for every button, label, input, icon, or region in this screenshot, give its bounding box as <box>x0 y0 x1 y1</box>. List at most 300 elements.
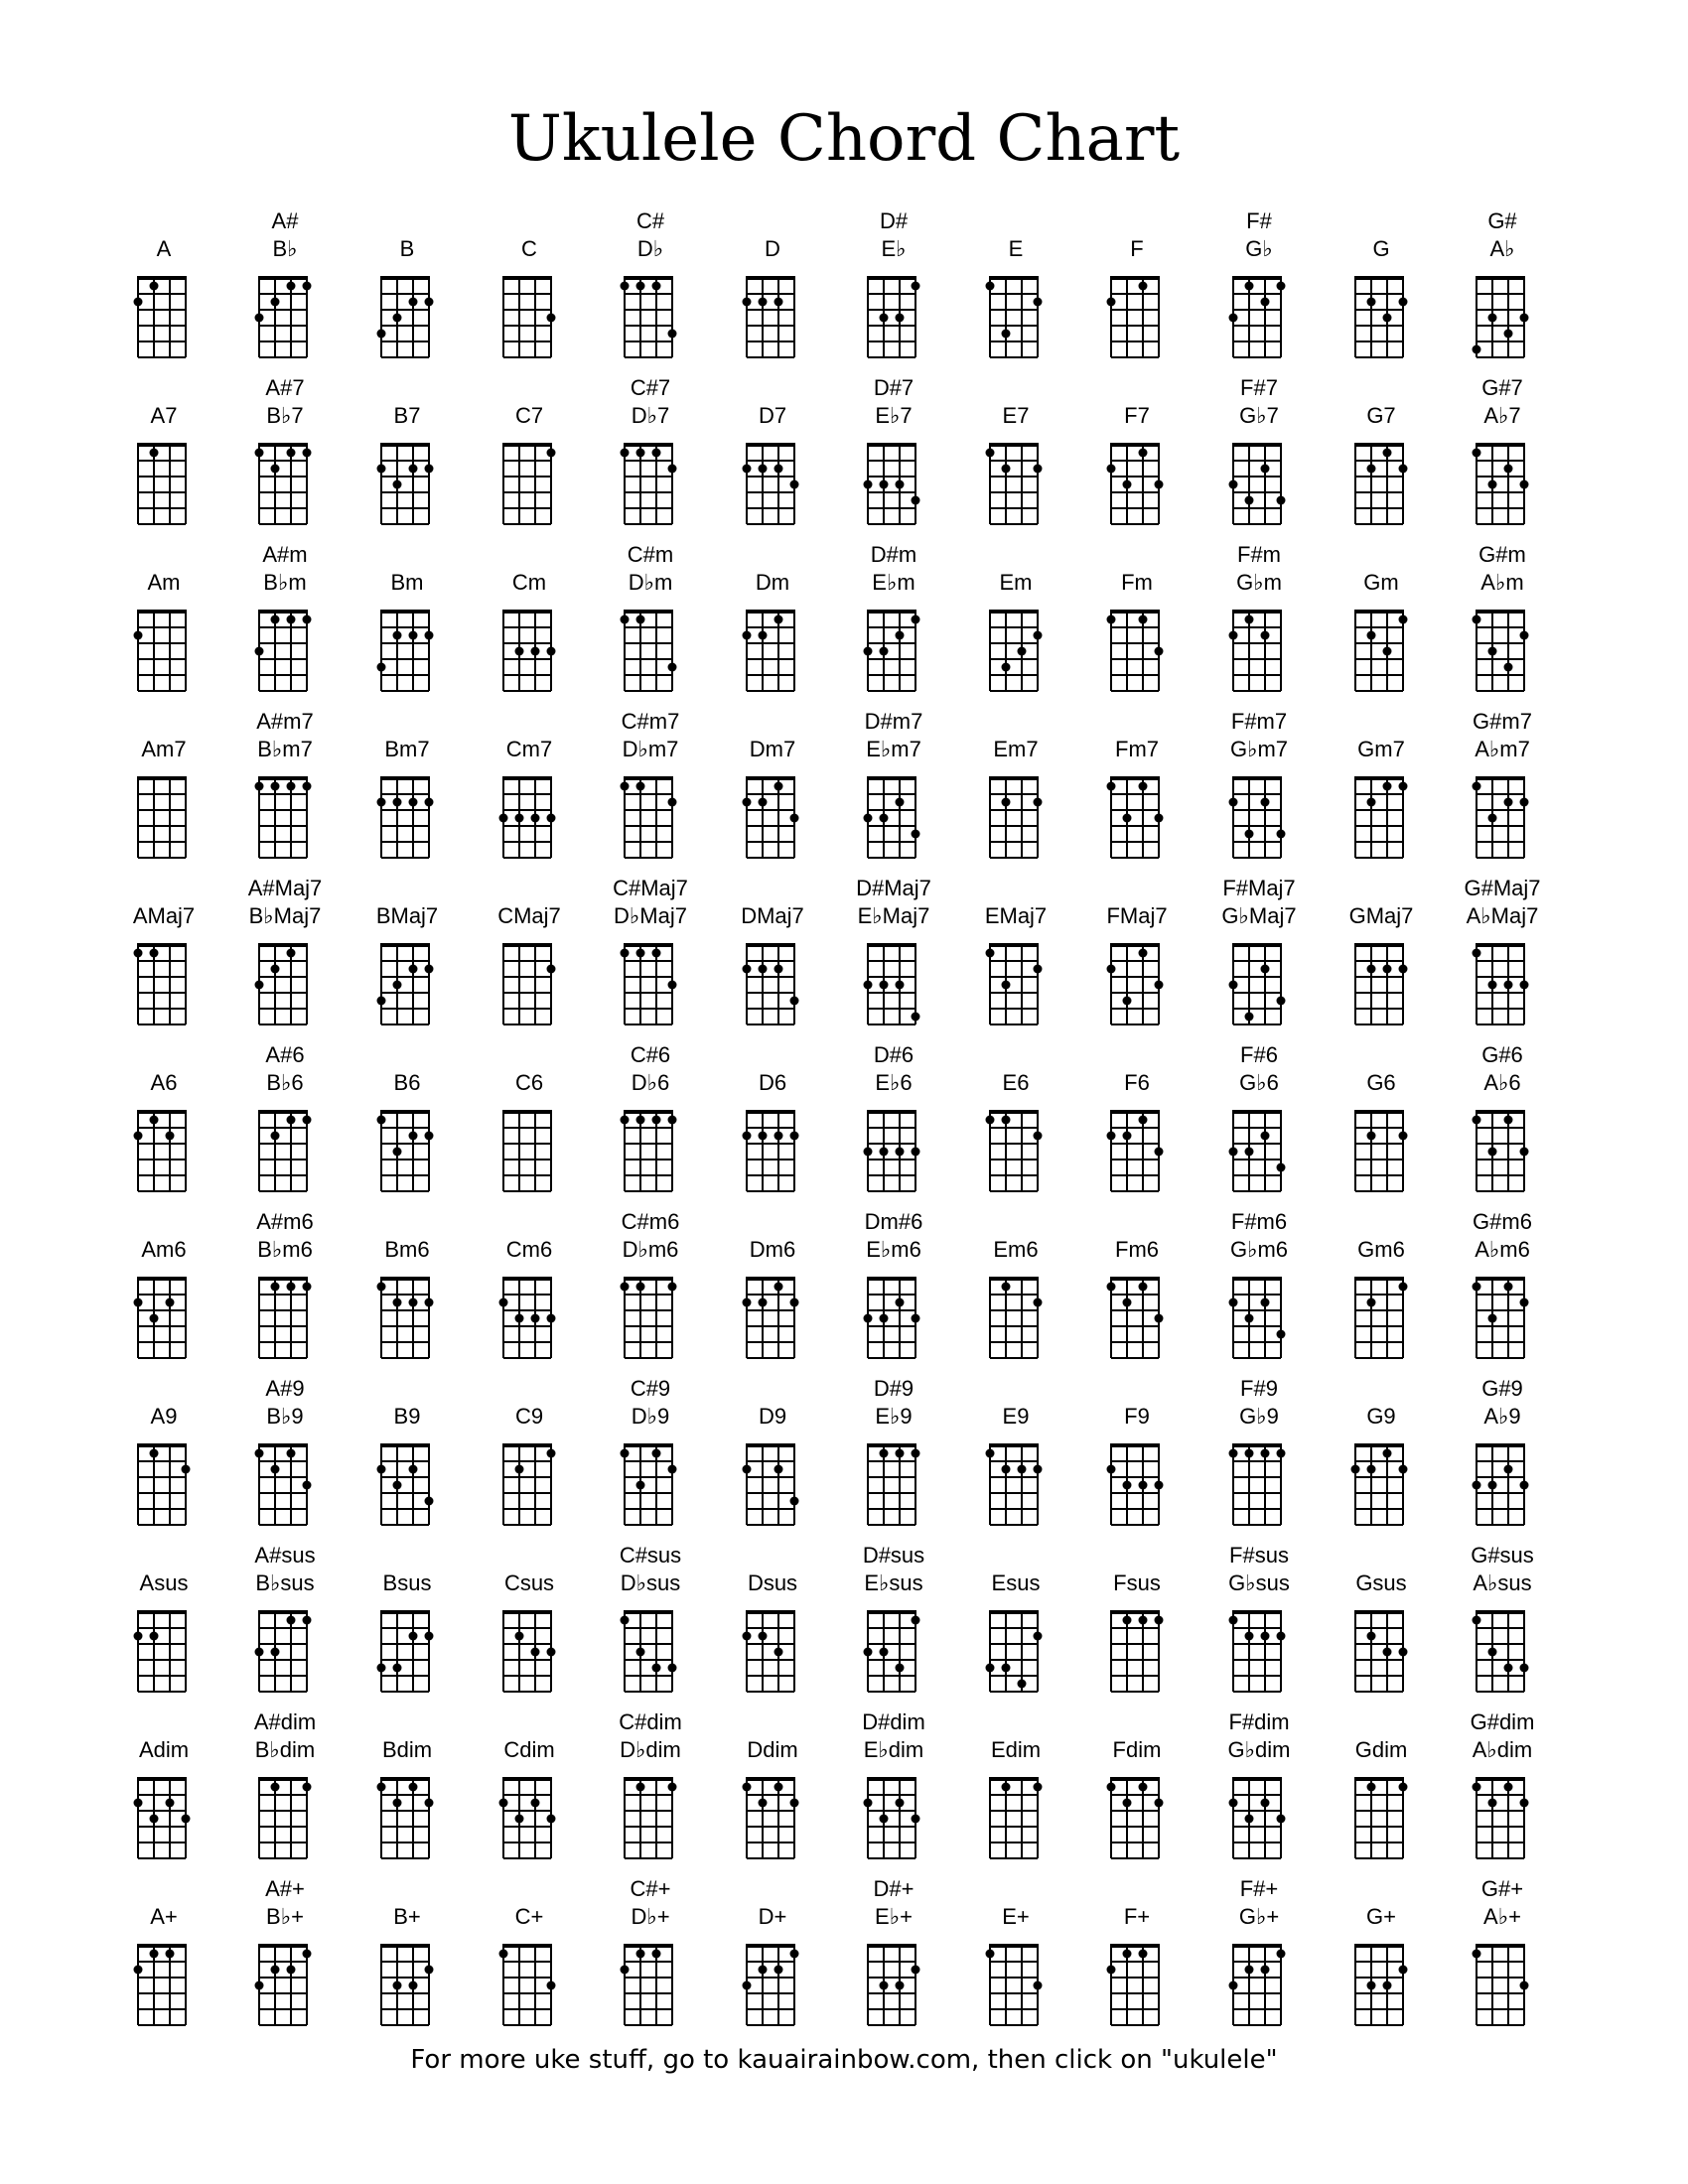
finger-dot <box>743 298 752 307</box>
chord-cell <box>713 876 832 1034</box>
finger-dot <box>150 449 159 458</box>
chord-cell <box>1077 1209 1196 1368</box>
chord-diagram <box>619 608 682 695</box>
chord-cell <box>713 1042 832 1201</box>
finger-dot <box>1245 1314 1254 1323</box>
finger-dot <box>790 1950 799 1959</box>
finger-dot <box>377 1116 386 1125</box>
finger-dot <box>134 1799 143 1808</box>
nut <box>1110 1944 1160 1948</box>
finger-dot <box>1107 1132 1116 1141</box>
nut <box>624 1110 673 1114</box>
finger-dot <box>621 782 630 791</box>
finger-dot <box>409 465 418 474</box>
finger-dot <box>287 615 296 624</box>
finger-dot <box>150 282 159 291</box>
chord-diagram <box>619 1775 682 1862</box>
finger-dot <box>1488 981 1497 990</box>
chord-cell <box>713 1209 832 1368</box>
finger-dot <box>652 949 661 958</box>
chord-name-alt: G#m <box>1478 542 1526 567</box>
chord-diagram <box>1105 941 1169 1028</box>
finger-dot <box>774 1465 783 1474</box>
finger-dot <box>1383 1648 1392 1657</box>
finger-dot <box>1034 298 1043 307</box>
finger-dot <box>287 1449 296 1458</box>
chord-name-alt: Dm#6 <box>864 1209 923 1234</box>
nut <box>867 1777 916 1781</box>
chord-name: Bm7 <box>384 737 430 761</box>
nut <box>867 1277 916 1281</box>
chord-name-alt: C#dim <box>619 1709 682 1734</box>
finger-dot <box>621 949 630 958</box>
chord-cell <box>591 1209 710 1368</box>
chord-name: B♭+ <box>266 1904 304 1929</box>
nut <box>258 276 308 280</box>
chord-diagram <box>497 274 561 361</box>
finger-dot <box>759 798 768 807</box>
chord-cell <box>1322 1876 1441 2035</box>
finger-dot <box>1155 1314 1164 1323</box>
chord-name: E♭dim <box>863 1737 924 1762</box>
chord-cell <box>470 542 589 701</box>
chord-name: B♭9 <box>266 1404 304 1429</box>
chord-name-alt: F#9 <box>1240 1376 1278 1401</box>
finger-dot <box>515 1632 524 1641</box>
chord-diagram <box>619 1275 682 1362</box>
chord-name: G♭7 <box>1239 403 1279 428</box>
finger-dot <box>1261 298 1270 307</box>
finger-dot <box>774 298 783 307</box>
chord-diagram <box>1349 1441 1413 1529</box>
finger-dot <box>134 631 143 640</box>
nut <box>502 1610 552 1614</box>
chord-name-alt: F#sus <box>1229 1543 1289 1568</box>
nut <box>258 1277 308 1281</box>
finger-dot <box>880 480 889 489</box>
chord-name: Dsus <box>747 1570 798 1595</box>
chord-name-alt: A#m7 <box>256 709 314 734</box>
chord-name: Em6 <box>993 1237 1039 1262</box>
chord-name: G7 <box>1366 403 1396 428</box>
nut <box>258 776 308 780</box>
finger-dot <box>621 449 630 458</box>
finger-dot <box>1018 1680 1027 1689</box>
finger-dot <box>1245 1148 1254 1157</box>
finger-dot <box>759 1799 768 1808</box>
chord-name: A9 <box>150 1404 178 1429</box>
finger-dot <box>271 615 280 624</box>
nut <box>1354 610 1404 614</box>
finger-dot <box>1383 1449 1392 1458</box>
chord-name-alt: D#Maj7 <box>856 876 931 900</box>
finger-dot <box>743 1465 752 1474</box>
finger-dot <box>409 1465 418 1474</box>
nut <box>137 1443 187 1447</box>
finger-dot <box>621 1116 630 1125</box>
nut <box>1354 276 1404 280</box>
finger-dot <box>1383 449 1392 458</box>
finger-dot <box>864 1148 873 1157</box>
chord-name: E♭sus <box>864 1570 923 1595</box>
finger-dot <box>1245 1632 1254 1641</box>
finger-dot <box>912 1616 920 1625</box>
chord-diagram <box>1471 1942 1534 2029</box>
finger-dot <box>1520 1664 1529 1673</box>
finger-dot <box>1367 1981 1376 1990</box>
finger-dot <box>880 647 889 656</box>
finger-dot <box>1488 480 1497 489</box>
chord-diagram <box>984 1608 1048 1696</box>
chord-diagram <box>1471 1441 1534 1529</box>
finger-dot <box>986 1116 995 1125</box>
chord-name: A7 <box>150 403 178 428</box>
finger-dot <box>1473 345 1481 354</box>
chord-cell <box>713 542 832 701</box>
finger-dot <box>1504 663 1513 672</box>
chord-diagram <box>741 274 804 361</box>
chord-name: D♭dim <box>620 1737 681 1762</box>
chord-cell <box>1077 1876 1196 2035</box>
finger-dot <box>1520 480 1529 489</box>
finger-dot <box>515 1465 524 1474</box>
finger-dot <box>1504 1664 1513 1673</box>
chord-name: A♭m <box>1480 570 1524 595</box>
chord-name: Bsus <box>382 1570 432 1595</box>
chord-name-alt: G#Maj7 <box>1464 876 1541 900</box>
finger-dot <box>1383 965 1392 974</box>
chord-cell <box>104 1209 223 1368</box>
nut <box>1476 1777 1525 1781</box>
chord-cell <box>225 1209 345 1368</box>
finger-dot <box>1229 631 1238 640</box>
chord-name: D9 <box>758 1404 787 1429</box>
nut <box>989 1944 1039 1948</box>
finger-dot <box>774 965 783 974</box>
finger-dot <box>896 1664 905 1673</box>
chord-name: D♭7 <box>631 403 670 428</box>
finger-dot <box>393 631 402 640</box>
chord-name-alt: A#6 <box>265 1042 305 1067</box>
nut <box>989 1777 1039 1781</box>
nut <box>624 1777 673 1781</box>
finger-dot <box>1002 798 1011 807</box>
chord-name: D♭Maj7 <box>614 903 687 928</box>
finger-dot <box>896 314 905 323</box>
nut <box>502 1277 552 1281</box>
finger-dot <box>515 814 524 823</box>
chord-diagram <box>132 1108 196 1195</box>
chord-diagram <box>253 1775 317 1862</box>
finger-dot <box>1473 615 1481 624</box>
chord-cell <box>1199 542 1319 701</box>
chord-name: E+ <box>1002 1904 1030 1929</box>
chord-name: Gm <box>1363 570 1399 595</box>
chord-name: G6 <box>1366 1070 1396 1095</box>
chord-name: Edim <box>990 1737 1042 1762</box>
nut <box>137 610 187 614</box>
finger-dot <box>409 1298 418 1307</box>
finger-dot <box>1261 1449 1270 1458</box>
finger-dot <box>1245 496 1254 505</box>
chord-name: F6 <box>1124 1070 1150 1095</box>
chord-diagram <box>619 441 682 528</box>
nut <box>1476 776 1525 780</box>
finger-dot <box>287 1116 296 1125</box>
chord-cell <box>1322 876 1441 1034</box>
finger-dot <box>743 1783 752 1792</box>
chord-cell <box>104 709 223 868</box>
finger-dot <box>1277 997 1286 1006</box>
finger-dot <box>1399 1132 1408 1141</box>
chord-cell <box>225 1876 345 2035</box>
finger-dot <box>652 449 661 458</box>
chord-diagram <box>619 274 682 361</box>
finger-dot <box>134 1966 143 1975</box>
nut <box>258 943 308 947</box>
chord-name: Gdim <box>1354 1737 1408 1762</box>
finger-dot <box>303 782 312 791</box>
chord-cell <box>470 876 589 1034</box>
chord-cell <box>834 542 953 701</box>
chord-diagram <box>132 608 196 695</box>
finger-dot <box>1229 1981 1238 1990</box>
finger-dot <box>912 830 920 839</box>
finger-dot <box>425 1799 434 1808</box>
finger-dot <box>1399 1465 1408 1474</box>
chord-name: D <box>765 236 780 261</box>
chord-diagram <box>253 1108 317 1195</box>
chord-diagram <box>1227 274 1291 361</box>
finger-dot <box>1245 830 1254 839</box>
chord-diagram <box>1471 1275 1534 1362</box>
finger-dot <box>880 1981 889 1990</box>
chord-diagram <box>1227 1108 1291 1195</box>
chord-name: B7 <box>393 403 421 428</box>
nut <box>1232 776 1282 780</box>
chord-name-alt: A#Maj7 <box>247 876 323 900</box>
chord-cell <box>713 375 832 534</box>
chord-diagram <box>741 774 804 862</box>
nut <box>137 443 187 447</box>
nut <box>1110 776 1160 780</box>
finger-dot <box>1018 1465 1027 1474</box>
finger-dot <box>393 1799 402 1808</box>
chord-cell <box>1322 1543 1441 1702</box>
finger-dot <box>774 465 783 474</box>
chord-name: Fm6 <box>1115 1237 1159 1262</box>
chord-diagram <box>619 1942 682 2029</box>
chord-cell <box>591 1376 710 1535</box>
chord-cell <box>1077 375 1196 534</box>
finger-dot <box>1367 798 1376 807</box>
chord-name: Cm7 <box>505 737 553 761</box>
chord-cell <box>1077 1042 1196 1201</box>
chord-name: Gm6 <box>1357 1237 1405 1262</box>
finger-dot <box>1504 981 1513 990</box>
chord-diagram <box>619 941 682 1028</box>
chord-cell <box>834 1543 953 1702</box>
chord-cell <box>470 1376 589 1535</box>
finger-dot <box>896 480 905 489</box>
chord-name: B♭m6 <box>257 1237 313 1262</box>
finger-dot <box>499 1799 508 1808</box>
chord-diagram <box>1105 1608 1169 1696</box>
chord-cell <box>1443 1876 1562 2035</box>
finger-dot <box>287 949 296 958</box>
finger-dot <box>1277 1330 1286 1339</box>
finger-dot <box>150 1815 159 1824</box>
finger-dot <box>409 1132 418 1141</box>
chord-name-alt: F#dim <box>1228 1709 1290 1734</box>
nut <box>1110 943 1160 947</box>
finger-dot <box>1504 465 1513 474</box>
nut <box>502 943 552 947</box>
finger-dot <box>1367 1132 1376 1141</box>
chord-cell <box>956 375 1075 534</box>
finger-dot <box>1504 1283 1513 1292</box>
finger-dot <box>1520 981 1529 990</box>
chord-cell <box>348 1876 467 2035</box>
finger-dot <box>1139 1783 1148 1792</box>
finger-dot <box>166 1799 175 1808</box>
finger-dot <box>759 1966 768 1975</box>
nut <box>1476 610 1525 614</box>
chord-name: A♭+ <box>1483 1904 1521 1929</box>
finger-dot <box>1277 1815 1286 1824</box>
chord-name-alt: D# <box>879 208 909 233</box>
nut <box>1110 443 1160 447</box>
chord-diagram <box>1349 608 1413 695</box>
finger-dot <box>1261 798 1270 807</box>
chord-name-alt: A#sus <box>254 1543 316 1568</box>
chord-diagram <box>619 1441 682 1529</box>
finger-dot <box>150 1449 159 1458</box>
finger-dot <box>531 1648 540 1657</box>
finger-dot <box>668 663 677 672</box>
finger-dot <box>303 1116 312 1125</box>
chord-diagram <box>1349 1608 1413 1696</box>
chord-name: B♭Maj7 <box>248 903 322 928</box>
nut <box>989 1610 1039 1614</box>
chord-name-alt: A#m <box>262 542 308 567</box>
chord-cell <box>1077 1376 1196 1535</box>
chord-name: G♭6 <box>1239 1070 1279 1095</box>
finger-dot <box>1034 1465 1043 1474</box>
nut <box>1110 610 1160 614</box>
finger-dot <box>1155 480 1164 489</box>
finger-dot <box>912 1013 920 1022</box>
chord-name: G♭Maj7 <box>1221 903 1297 928</box>
chord-diagram <box>132 941 196 1028</box>
chord-name-alt: A#+ <box>265 1876 305 1901</box>
finger-dot <box>150 1314 159 1323</box>
chord-diagram <box>741 608 804 695</box>
chord-cell <box>348 1376 467 1535</box>
chord-diagram <box>497 1108 561 1195</box>
chord-diagram <box>741 1775 804 1862</box>
finger-dot <box>896 1981 905 1990</box>
chord-diagram <box>375 1441 439 1529</box>
chord-cell <box>713 709 832 868</box>
finger-dot <box>1123 997 1132 1006</box>
chord-name-alt: D#9 <box>873 1376 914 1401</box>
chord-diagram <box>253 1942 317 2029</box>
chord-diagram <box>1227 441 1291 528</box>
finger-dot <box>1229 981 1238 990</box>
finger-dot <box>425 1298 434 1307</box>
chord-cell <box>956 876 1075 1034</box>
finger-dot <box>1473 1481 1481 1490</box>
chord-cell <box>834 1042 953 1201</box>
finger-dot <box>255 981 264 990</box>
nut <box>380 610 430 614</box>
chord-cell <box>470 1709 589 1868</box>
chord-cell <box>1199 375 1319 534</box>
finger-dot <box>1367 965 1376 974</box>
chord-name: G♭sus <box>1228 1570 1290 1595</box>
chord-cell <box>1077 1543 1196 1702</box>
chord-cell <box>1077 208 1196 367</box>
finger-dot <box>986 449 995 458</box>
finger-dot <box>1261 965 1270 974</box>
finger-dot <box>499 814 508 823</box>
nut <box>380 776 430 780</box>
chord-diagram <box>984 441 1048 528</box>
nut <box>1476 1443 1525 1447</box>
finger-dot <box>515 647 524 656</box>
chord-cell <box>1322 1209 1441 1368</box>
finger-dot <box>166 1298 175 1307</box>
finger-dot <box>1245 1966 1254 1975</box>
chord-cell <box>956 1543 1075 1702</box>
finger-dot <box>1261 465 1270 474</box>
finger-dot <box>1107 782 1116 791</box>
finger-dot <box>393 1298 402 1307</box>
chord-name-alt: C#m <box>627 542 674 567</box>
finger-dot <box>1107 1465 1116 1474</box>
chord-name: E♭7 <box>875 403 913 428</box>
finger-dot <box>1383 647 1392 656</box>
finger-dot <box>255 1981 264 1990</box>
chord-diagram <box>132 1942 196 2029</box>
chord-cell <box>470 375 589 534</box>
chord-name: G9 <box>1366 1404 1396 1429</box>
chord-diagram <box>375 1108 439 1195</box>
chord-name-alt: G#9 <box>1481 1376 1523 1401</box>
chord-diagram <box>1349 941 1413 1028</box>
chord-name: Dm7 <box>749 737 796 761</box>
chord-diagram <box>741 441 804 528</box>
nut <box>258 1443 308 1447</box>
finger-dot <box>303 1283 312 1292</box>
finger-dot <box>1277 830 1286 839</box>
chord-name: E♭+ <box>875 1904 913 1929</box>
finger-dot <box>547 1314 556 1323</box>
finger-dot <box>377 1664 386 1673</box>
chord-name: Gsus <box>1355 1570 1407 1595</box>
finger-dot <box>377 465 386 474</box>
finger-dot <box>1139 615 1148 624</box>
nut <box>624 1944 673 1948</box>
chord-cell <box>591 542 710 701</box>
chord-name: D♭9 <box>631 1404 670 1429</box>
nut <box>137 276 187 280</box>
chord-name: A♭9 <box>1483 1404 1521 1429</box>
chord-diagram <box>1471 441 1534 528</box>
chord-diagram <box>862 774 925 862</box>
nut <box>746 1610 795 1614</box>
